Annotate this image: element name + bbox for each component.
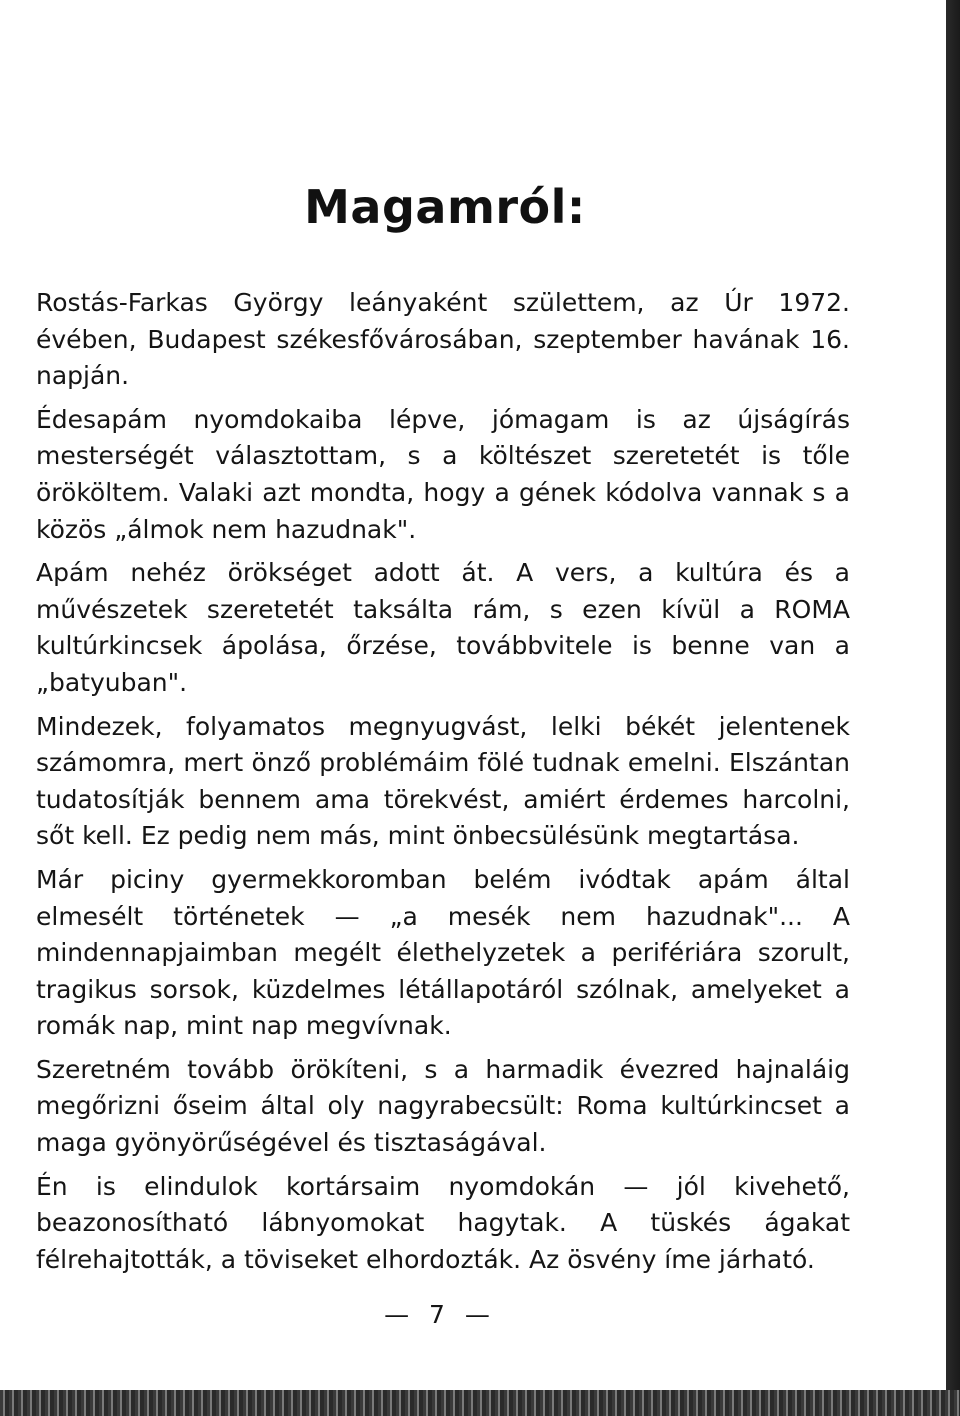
scan-edge-right: [942, 0, 960, 1416]
paragraph-6: Szeretném tovább örökíteni, s a harmadik évezred hajnaláig megőrizni őseim által oly nagyrabecsült: Roma kultúrkincset a maga gyönyörűségével és tisztaságával.: [36, 1054, 850, 1158]
paragraph-1: Rostás-Farkas György leányaként születtem, az Úr 1972. évében, Budapest székesfővárosában, szeptember havának 16. napján.: [36, 288, 850, 391]
paragraph-4: Mindezek, folyamatos megnyugvást, lelki békét jelentenek számomra, mert önző problémáim fölé tudnak emelni. Elszántan tudatosítják bennem ama törekvést, amiért érdemes harcolni, sőt kell. Ez pedig nem más, mint önbecsülésünk megtartása.: [36, 711, 850, 851]
body-text: [36, 285, 850, 1285]
paragraph-3: Apám nehéz örökséget adott át. A vers, a kultúra és a művészetek szeretetét taksálta rám, s ezen kívül a ROMA kultúrkincsek ápolása, őrzése, továbbvitele is benne van a „batyuban".: [36, 558, 850, 697]
page-title: Magamról:: [304, 180, 586, 234]
paragraph-7: Én is elindulok kortársaim nyomdokán — jól kivehető, beazonosítható lábnyomokat hagytak. A tüskés ágakat félrehajtották, a töviseket elhordozták. Az ösvény íme járható.: [36, 1171, 850, 1274]
page-number: — 7 —: [384, 1300, 496, 1329]
paragraph-5: Már piciny gyermekkoromban belém ivódtak apám által elmesélt történetek — „a mesék nem hazudnak"... A mindennapjaimban megélt élethelyzetek a perifériára szorult, tragikus sorsok, küzdelmes létállapotáról szólnak, amelyeket a romák nap, mint nap megvívnak.: [36, 864, 850, 1041]
paragraph-2: Édesapám nyomdokaiba lépve, jómagam is az újságírás mesterségét választottam, s a költészet szeretetét is tőle örököltem. Valaki azt mondta, hogy a gének kódolva vannak s a közös „álmok nem hazudnak".: [36, 404, 850, 544]
scan-edge-bottom: [0, 1390, 960, 1416]
